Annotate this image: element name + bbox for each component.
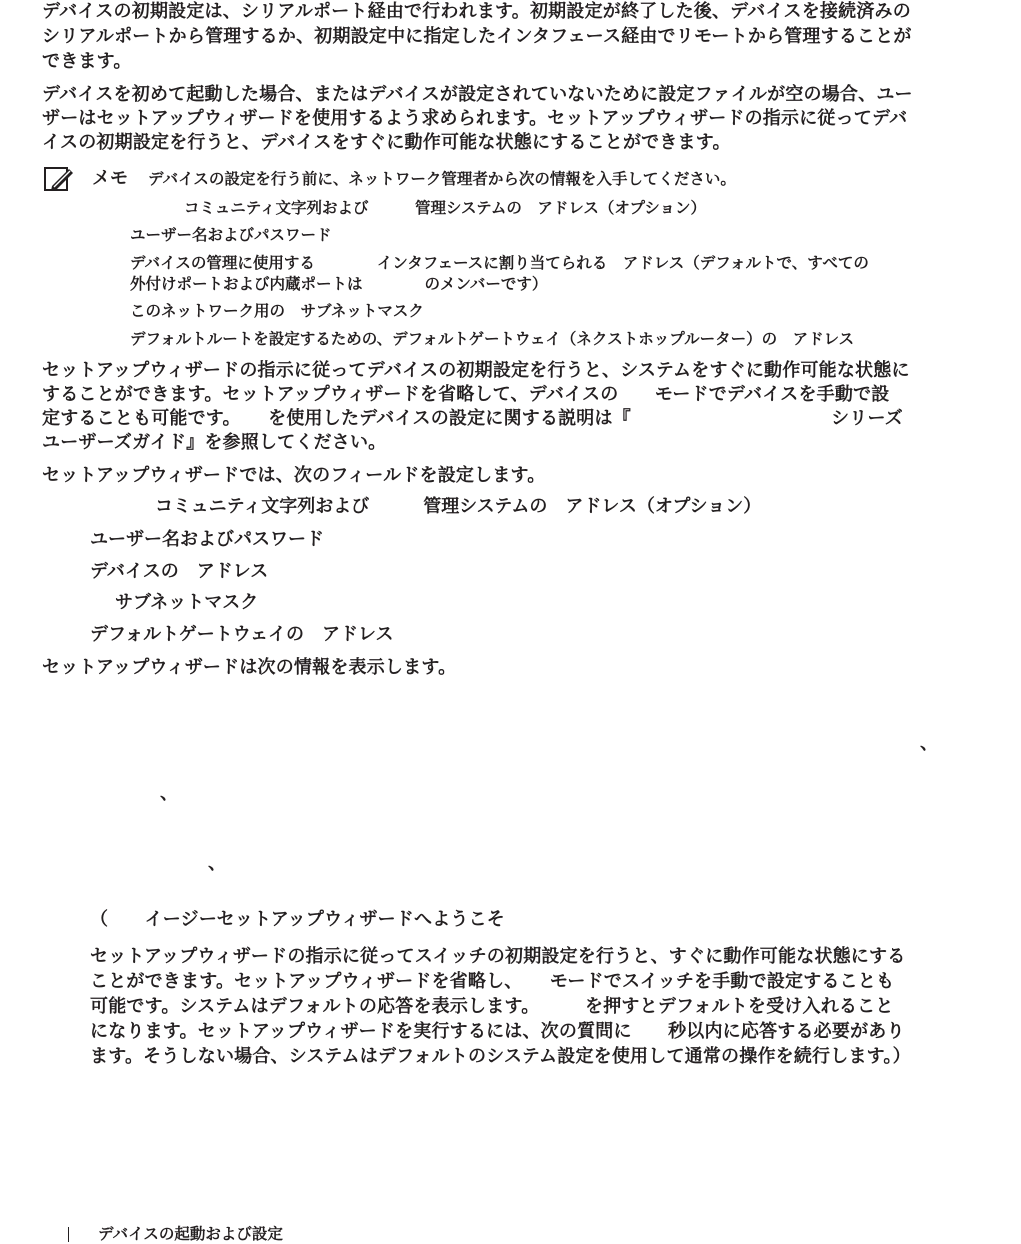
console-mark: 、 [160,783,178,804]
field-item: コミュニティ文字列および 管理システムの アドレス（オプション） [155,496,762,517]
field-item: デバイスの アドレス [90,561,269,582]
p3-line3: 定することも可能です。 を使用したデバイスの設定に関する説明は『 シリーズ [42,408,903,429]
console-mark: 、 [208,853,226,874]
field-item: デフォルトゲートウェイの アドレス [90,624,394,645]
note-item: コミュニティ文字列および 管理システムの アドレス（オプション） [184,199,707,217]
field-item: ユーザー名およびパスワード [90,529,324,550]
wizard-body-line5: ます。そうしない場合、システムはデフォルトのシステム設定を使用して通常の操作を続行します。） [90,1046,911,1067]
note-item: このネットワーク用の サブネットマスク [130,302,424,320]
intro-p2-line2: ザーはセットアップウィザードを使用するよう求められます。セットアップウィザードの指示に従ってデバ [42,108,908,129]
console-mark: 、 [920,733,938,754]
note-item: デフォルトルートを設定するための、デフォルトゲートウェイ（ネクストホップルーター）の アドレス [130,330,855,348]
intro-p1-line1: デバイスの初期設定は、シリアルポート経由で行われます。初期設定が終了した後、デバイスを接続済みの [42,1,911,22]
wizard-heading: （ イージーセットアップウィザードへようこそ [90,909,505,930]
note-item: デバイスの管理に使用する インタフェースに割り当てられる アドレス（デフォルトで、すべての [130,254,869,272]
intro-p2-line1: デバイスを初めて起動した場合、またはデバイスが設定されていないために設定ファイルが空の場合、ユー [42,84,913,105]
wizard-body-line1: セットアップウィザードの指示に従ってスイッチの初期設定を行うと、すぐに動作可能な状態にする [90,946,906,967]
field-item: サブネットマスク [115,592,259,613]
p3-line2: することができます。セットアップウィザードを省略して、デバイスの モードでデバイスを手動で設 [42,384,890,405]
wizard-body-line2: ことができます。セットアップウィザードを省略し、 モードでスイッチを手動で設定することも [90,971,895,992]
note-item-continuation: 外付けポートおよび内蔵ポートは のメンバーです） [130,275,548,293]
footer-divider [68,1227,69,1242]
note-pencil-icon [44,166,74,192]
footer-section-title: デバイスの起動および設定 [98,1225,283,1243]
wizard-body-line4: になります。セットアップウィザードを実行するには、次の質問に 秒以内に応答する必要があり [90,1021,905,1042]
note-item: ユーザー名およびパスワード [130,226,332,244]
wizard-body-line3: 可能です。システムはデフォルトの応答を表示します。 を押すとデフォルトを受け入れること [90,996,894,1017]
note-label: メモ [92,168,128,189]
intro-p1-line3: できます。 [42,51,132,72]
intro-p2-line3: イスの初期設定を行うと、デバイスをすぐに動作可能な状態にすることができます。 [42,132,731,153]
note-text: デバイスの設定を行う前に、ネットワーク管理者から次の情報を入手してください。 [148,170,736,188]
p3-line1: セットアップウィザードの指示に従ってデバイスの初期設定を行うと、システムをすぐに動作可能な状態に [42,360,910,381]
intro-p1-line2: シリアルポートから管理するか、初期設定中に指定したインタフェース経由でリモートから管理することが [42,26,912,47]
p5: セットアップウィザードは次の情報を表示します。 [42,657,457,678]
p3-line4: ユーザーズガイド』を参照してください。 [42,432,387,453]
p4: セットアップウィザードでは、次のフィールドを設定します。 [42,465,546,486]
